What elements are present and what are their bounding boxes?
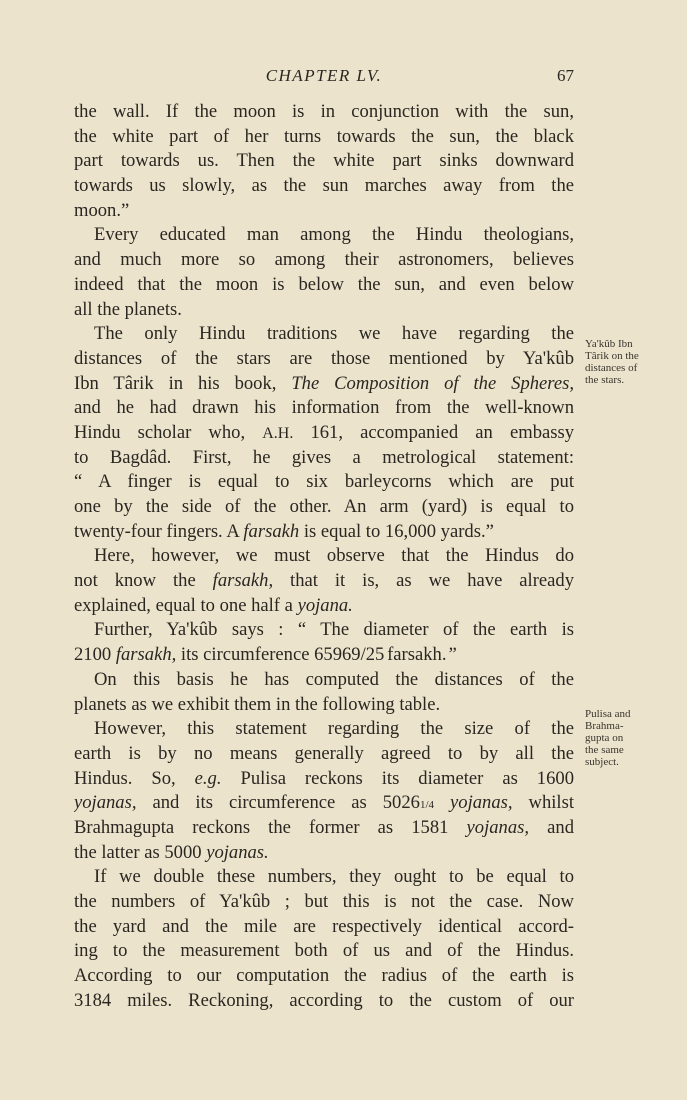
text-line: earth is by no means generally agreed to by all the <box>74 742 574 764</box>
text-line: part towards us. Then the white part sinks downward <box>74 150 574 172</box>
margin-note-pulisa: Pulisa and Brahma- gupta on the same subject. <box>585 708 631 768</box>
fraction: 1/4 <box>419 799 435 812</box>
text-line: Ibn Târik in his book, The Composition of the Spheres, <box>74 372 574 394</box>
page-number: 67 <box>557 66 574 85</box>
text-line: the wall. If the moon is in conjunction with the sun, <box>74 101 574 122</box>
text-line: Brahmagupta reckons the former as 1581 yojanas, and <box>74 816 574 838</box>
text-line: distances of the stars are those mentioned by Ya'kûb <box>74 347 574 369</box>
text-line: to Bagdâd. First, he gives a metrological statement: <box>74 446 574 468</box>
body-text <box>74 100 574 1013</box>
text-line: Hindu scholar who, A.H. 161, accompanied an embassy <box>74 421 574 443</box>
text-line: indeed that the moon is below the sun, and even below <box>74 273 574 295</box>
text-line: one by the side of the other. An arm (yard) is equal to <box>74 496 574 517</box>
text-line: all the planets. <box>74 298 182 320</box>
text-line: the yard and the mile are respectively identical accord- <box>74 915 574 937</box>
text-line: On this basis he has computed the distances of the <box>94 668 574 690</box>
text-line: According to our computation the radius of the earth is <box>74 965 574 987</box>
running-header <box>74 66 574 90</box>
book-title: The Composition of the Spheres, <box>291 372 574 394</box>
text-line: and he had drawn his information from the well-known <box>74 397 574 419</box>
text-line: “ A finger is equal to six barleycorns which are put <box>74 471 574 493</box>
margin-note-yakub: Ya'kûb Ibn Târik on the distances of the stars. <box>585 338 639 386</box>
text-line: yojanas, and its circumference as 50261/4 yojanas, whilst <box>74 792 574 814</box>
text-line: and much more so among their astronomers, believes <box>74 249 574 271</box>
text-line: 2100 farsakh, its circumference 65969/25 farsakh.” <box>74 644 457 666</box>
text-line: the white part of her turns towards the sun, the black <box>74 125 574 147</box>
text-line: Every educated man among the Hindu theologians, <box>94 224 574 246</box>
text-line: 3184 miles. Reckoning, according to the custom of our <box>74 989 574 1011</box>
text-line: the latter as 5000 yojanas. <box>74 841 269 863</box>
text-line: explained, equal to one half a yojana. <box>74 594 353 616</box>
text-line: If we double these numbers, they ought to be equal to <box>94 866 574 888</box>
text-line: ing to the measurement both of us and of the Hindus. <box>74 940 574 962</box>
text-line: Further, Ya'kûb says : “ The diameter of the earth is <box>94 619 574 641</box>
text-line: twenty-four fingers. A farsakh is equal to 16,000 yards.” <box>74 520 494 542</box>
chapter-title: CHAPTER LV. <box>265 66 383 85</box>
text-line: However, this statement regarding the size of the <box>94 718 574 740</box>
text-line: planets as we exhibit them in the following table. <box>74 693 441 715</box>
text-line: towards us slowly, as the sun marches away from the <box>74 175 574 197</box>
text-line: The only Hindu traditions we have regarding the <box>94 323 574 345</box>
text-line: moon.” <box>74 199 130 221</box>
text-line: not know the farsakh, that it is, as we have already <box>74 570 574 592</box>
text-line: Here, however, we must observe that the Hindus do <box>94 545 574 567</box>
text-line: Hindus. So, e.g. Pulisa reckons its diameter as 1600 <box>74 767 574 789</box>
text-line: the numbers of Ya'kûb ; but this is not the case. Now <box>74 891 574 912</box>
